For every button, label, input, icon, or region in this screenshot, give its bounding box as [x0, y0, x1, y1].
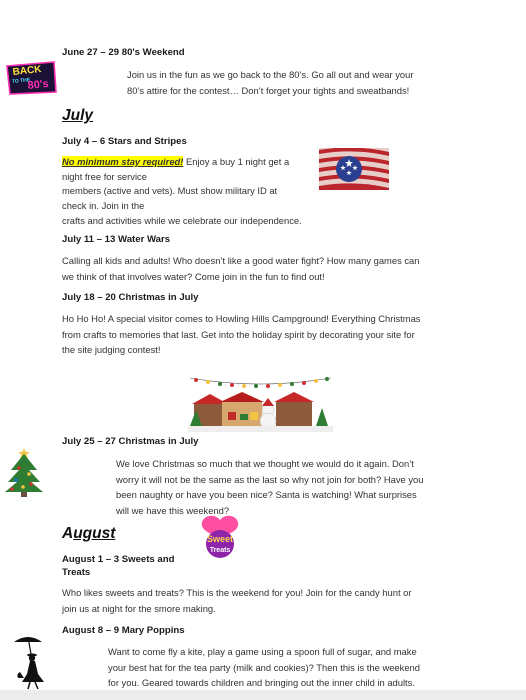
- event-title-christmas-in-july-2: July 25 – 27 Christmas in July: [62, 436, 199, 447]
- title-line: August 1 – 3 Sweets and: [62, 554, 175, 565]
- heading-text: ugust: [73, 525, 116, 542]
- month-heading-august: [62, 525, 115, 543]
- body-line: 80’s attire for the contest… Don’t forget your tights and sweatbands!: [127, 84, 410, 96]
- body-line: for you. Geared towards children and bringing out the inner child in adults.: [108, 677, 415, 688]
- svg-text:TO THE: TO THE: [11, 77, 31, 85]
- body-line: worry it will not be the same as the last so why not join for both? Have you: [116, 473, 424, 485]
- body-text: Enjoy a buy 1 night get a: [183, 156, 290, 167]
- event-body-stars-and-stripes-cont: [62, 183, 362, 228]
- body-line: Ho Ho Ho! A special visitor comes to Howling Hills Campground! Everything Christmas: [62, 313, 421, 324]
- body-line: from crafts to memories that last. Get into the holiday spirit by decorating your site for: [62, 328, 415, 340]
- mary-poppins-silhouette-icon: [6, 632, 52, 690]
- logo-word-treats: Treats: [209, 547, 231, 554]
- event-body-stars-and-stripes: [62, 154, 324, 184]
- event-body-christmas-in-july-2: [116, 456, 423, 518]
- svg-text:80's: 80's: [27, 77, 50, 92]
- christmas-tree-icon: [3, 446, 45, 498]
- page-bottom-strip: [0, 690, 526, 700]
- event-body-80s-weekend: [127, 67, 413, 98]
- month-heading-july: July: [62, 107, 94, 124]
- svg-text:BACK: BACK: [12, 64, 43, 78]
- body-line: been naughty or have you been nice? Santa is watching! What surprises: [116, 489, 417, 500]
- back-to-80s-logo: [4, 60, 58, 96]
- event-title-water-wars: July 11 – 13 Water Wars: [62, 234, 171, 245]
- body-line: your best hat for the tea party (milk and cookies)? Then this is the weekend: [108, 661, 420, 673]
- body-line: crafts and activities while we celebrate our independence.: [62, 215, 302, 226]
- event-body-water-wars: [62, 253, 419, 284]
- body-line: Calling all kids and adults! Who doesn’t like a good water fight? How many games can: [62, 255, 420, 266]
- event-title-sweets-and-treats: [62, 553, 175, 579]
- no-min-stay-highlight: No minimum stay required!: [62, 156, 184, 167]
- american-flag-image: [319, 148, 389, 190]
- event-body-sweets-and-treats: [62, 585, 412, 616]
- christmas-market-image: [188, 370, 333, 432]
- body-line: Join us in the fun as we go back to the 80’s. Go all out and wear your: [127, 69, 414, 80]
- body-line: Want to come fly a kite, play a game using a spoon full of sugar, and make: [108, 646, 417, 657]
- body-line: We love Christmas so much that we thought we would do it again. Don’t: [116, 458, 414, 469]
- event-body-christmas-in-july-1: [62, 311, 420, 358]
- event-title-mary-poppins: August 8 – 9 Mary Poppins: [62, 625, 185, 636]
- body-line: we think of that involves water? Come join in the fun to find out!: [62, 270, 325, 282]
- body-line: night free for service: [62, 171, 147, 182]
- body-line: check in. Join in the: [62, 200, 145, 211]
- title-line: Treats: [62, 567, 91, 578]
- body-line: Who likes sweets and treats? This is the weekend for you! Join for the candy hunt or: [62, 587, 412, 598]
- body-line: will we have this weekend?: [116, 504, 230, 516]
- body-line: the site judging contest!: [62, 344, 161, 355]
- body-line: join us at night for the smore making.: [62, 602, 216, 614]
- body-line: [62, 154, 324, 169]
- event-title-80s-weekend: June 27 – 29 80's Weekend: [62, 47, 185, 58]
- logo-word-sweet: Sweet: [206, 534, 234, 544]
- body-line: members (active and vets). Must show military ID at: [62, 185, 278, 196]
- heading-letter: A: [62, 525, 74, 542]
- event-title-christmas-in-july-1: July 18 – 20 Christmas in July: [62, 292, 199, 303]
- event-body-mary-poppins: [108, 644, 420, 691]
- sweet-treats-logo: [194, 514, 246, 560]
- event-title-stars-and-stripes: July 4 – 6 Stars and Stripes: [62, 136, 187, 147]
